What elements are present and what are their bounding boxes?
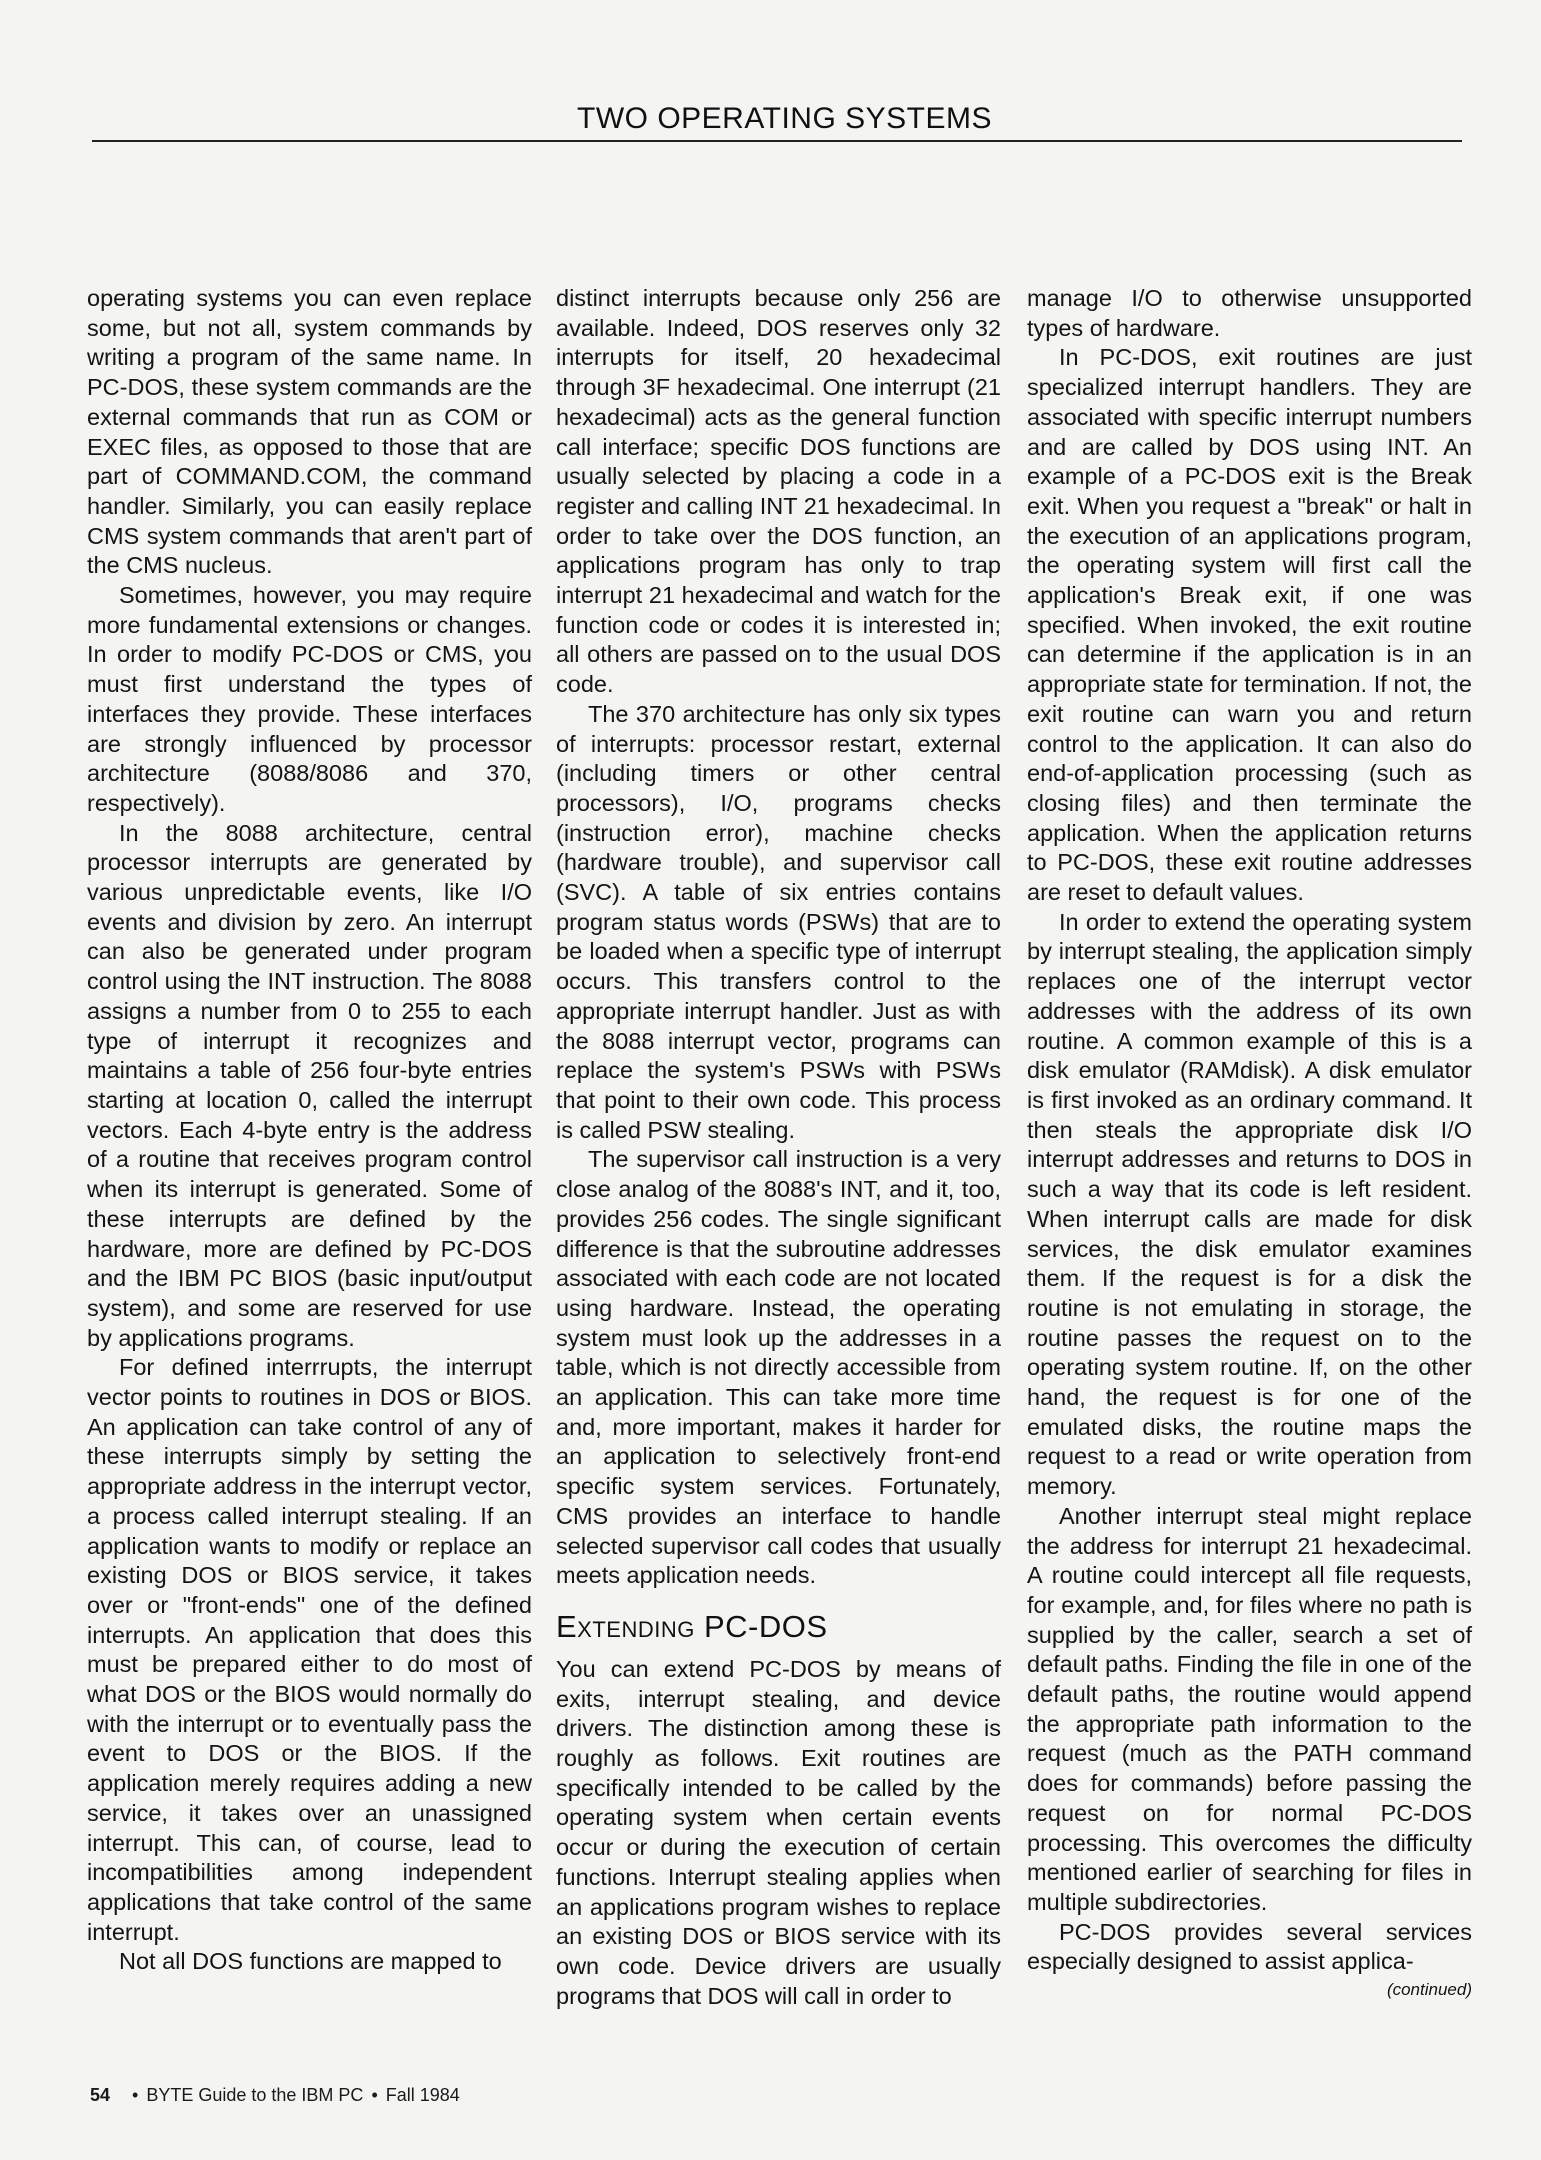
- section-heading-text: Extending PC-DOS: [556, 1608, 828, 1644]
- text-column-2: [556, 284, 1001, 2011]
- paragraph: manage I/O to otherwise unsupported types of hardware.: [1027, 285, 1472, 341]
- paragraph: Another interrupt steal might replace the address for interrupt 21 hexadecimal. A routine could intercept all file requests, for example, and, for files where no path is supplied by the caller, search a set of default paths. Finding the file in one of the default paths, the routine would append the appropriate path information to the request (much as the PATH command does for commands) before passing the request on for normal PC-DOS processing. This overcomes the difficulty mentioned earlier of searching for files in multiple subdirectories.: [1027, 1502, 1472, 1915]
- page-footer: [90, 2085, 460, 2106]
- issue-date: Fall 1984: [385, 2085, 460, 2105]
- text-column-3: [1027, 284, 1472, 2001]
- running-title: TWO OPERATING SYSTEMS: [577, 102, 992, 135]
- paragraph: You can extend PC-DOS by means of exits, interrupt stealing, and device drivers. The distinction among these is roughly as follows. Exit routines are specifically intended to be called by the operating system when certain events occur or during the execution of certain functions. Interrupt stealing applies when an applications program wishes to replace an existing DOS or BIOS service with its own code. Device drivers are usually programs that DOS will call in order to: [556, 1655, 1001, 2009]
- paragraph: Not all DOS functions are mapped to: [119, 1948, 502, 1975]
- paragraph: In PC-DOS, exit routines are just specialized interrupt handlers. They are associated with specific interrupt numbers and are called by DOS using INT. An example of a PC-DOS exit is the Break exit. When you request a "break" or halt in the execution of an applications program, the operating system will first call the application's Break exit, if one was specified. When invoked, the exit routine can determine if the application is in an appropriate state for termination. If not, the exit routine can warn you and return control to the application. It can also do end-of-application processing (such as closing files) and then terminate the application. When the application returns to PC-DOS, these exit routine addresses are reset to default values.: [1027, 344, 1472, 906]
- running-head: [92, 98, 1462, 142]
- paragraph: Sometimes, however, you may require more fundamental extensions or changes. In order to modify PC-DOS or CMS, you must first understand the types of interfaces they provide. These interfaces are strongly influenced by processor architecture (8088/8086 and 370, respectively).: [87, 582, 532, 816]
- section-heading: [556, 1607, 1001, 1647]
- paragraph: distinct interrupts because only 256 are available. Indeed, DOS reserves only 32 interrupts for itself, 20 hexadecimal through 3F hexadecimal. One interrupt (21 hexadecimal) acts as the general function call interface; specific DOS functions are usually selected by placing a code in a register and calling INT 21 hexadecimal. In order to take over the DOS function, an applications program has only to trap interrupt 21 hexadecimal and watch for the function code or codes it is interested in; all others are passed on to the usual DOS code.: [556, 285, 1001, 698]
- footer-bullet: •: [371, 2085, 378, 2105]
- continued-label: (continued): [1386, 1980, 1472, 2000]
- publication-name: BYTE Guide to the IBM PC: [146, 2085, 364, 2105]
- page-number: 54: [90, 2085, 111, 2105]
- paragraph: The supervisor call instruction is a very close analog of the 8088's INT, and it, too, provides 256 codes. The single significant difference is that the subroutine addresses associated with each code are not located using hardware. Instead, the operating system must look up the addresses in a table, which is not directly accessible from an application. This can take more time and, more important, makes it harder for an application to selectively front-end specific system services. Fortunately, CMS provides an interface to handle selected supervisor call codes that usually meets application needs.: [556, 1146, 1001, 1589]
- paragraph: PC-DOS provides several services especially designed to assist applica-: [1027, 1918, 1472, 1975]
- paragraph: The 370 architecture has only six types of interrupts: processor restart, external (including timers or other central processors), I/O, programs checks (instruction error), machine checks (hardware trouble), and supervisor call (SVC). A table of six entries contains program status words (PSWs) that are to be loaded when a specific type of interrupt occurs. This transfers control to the appropriate interrupt handler. Just as with the 8088 interrupt vector, programs can replace the system's PSWs with PSWs that point to their own code. This process is called PSW stealing.: [556, 700, 1001, 1143]
- footer-bullet: •: [132, 2085, 139, 2105]
- paragraph: For defined interrrupts, the interrupt vector points to routines in DOS or BIOS. An application can take control of any of these interrupts simply by setting the appropriate address in the interrupt vector, a process called interrupt stealing. If an application wants to modify or replace an existing DOS or BIOS service, it takes over or "front-ends" one of the defined interrupts. An application that does this must be prepared either to do most of what DOS or the BIOS would normally do with the interrupt or to eventually pass the event to DOS or the BIOS. If the application merely requires adding a new service, it takes over an unassigned interrupt. This can, of course, lead to incompatibilities among independent applications that take control of the same interrupt.: [87, 1354, 532, 1945]
- paragraph: operating systems you can even replace some, but not all, system commands by writing a program of the same name. In PC-DOS, these system commands are the external commands that run as COM or EXEC files, as opposed to those that are part of COMMAND.COM, the command handler. Similarly, you can easily replace CMS system commands that aren't part of the CMS nucleus.: [87, 285, 532, 579]
- paragraph: In order to extend the operating system by interrupt stealing, the application simply replaces one of the interrupt vector addresses with the address of its own routine. A common example of this is a disk emulator (RAMdisk). A disk emulator is first invoked as an ordinary command. It then steals the appropriate disk I/O interrupt addresses and returns to DOS in such a way that its code is left resident. When interrupt calls are made for disk services, the disk emulator examines them. If the request is for a disk the routine is not emulating in storage, the routine passes the request on to the operating system routine. If, on the other hand, the request is for one of the emulated disks, the routine maps the request to a read or write operation from memory.: [1027, 908, 1472, 1500]
- paragraph: In the 8088 architecture, central processor interrupts are generated by various unpredictable events, like I/O events and division by zero. An interrupt can also be generated under program control using the INT instruction. The 8088 assigns a number from 0 to 255 to each type of interrupt it recognizes and maintains a table of 256 four-byte entries starting at location 0, called the interrupt vectors. Each 4-byte entry is the address of a routine that receives program control when its interrupt is generated. Some of these interrupts are defined by the hardware, more are defined by PC-DOS and the IBM PC BIOS (basic input/output system), and some are reserved for use by applications programs.: [87, 819, 532, 1351]
- text-column-1: [87, 284, 532, 1977]
